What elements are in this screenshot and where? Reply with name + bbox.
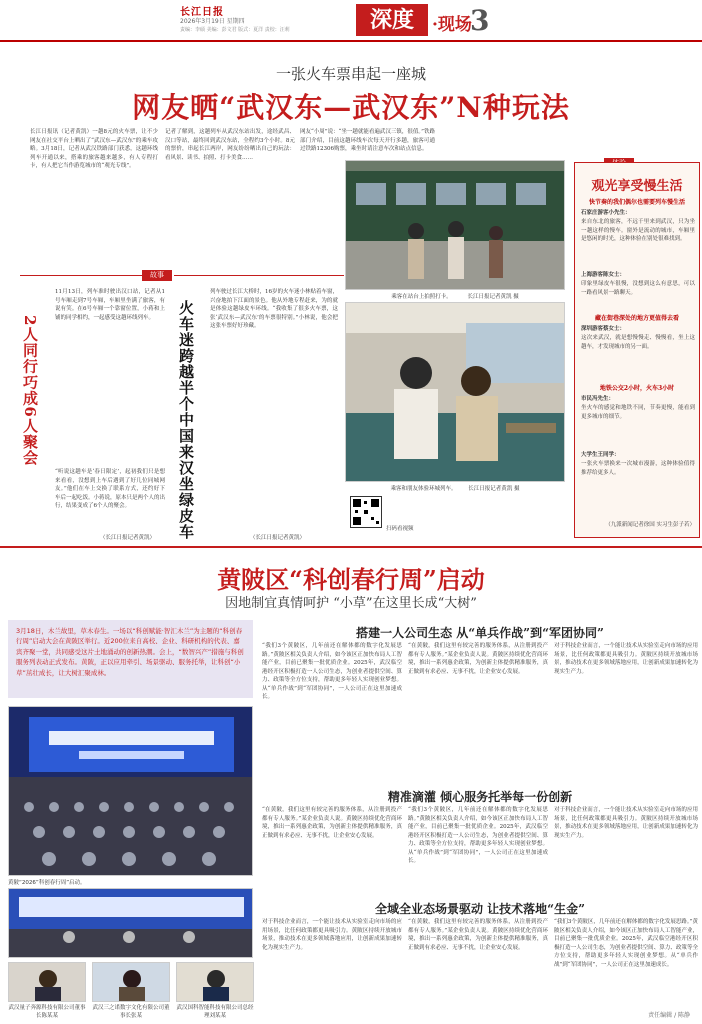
photo2-caption-row [345, 484, 565, 492]
sidebar-subhead-2: 藏在街巷深处的地方更值得去看 [594, 315, 679, 322]
page-number: 3 [470, 4, 490, 37]
story-body-2: “听说这趟车是‘春日限定’，起初我们只是想来看看，没想到上车后遇到了好几位同城网友。”他们在车上交换了联系方式，还约好下车后一起吃饭。小蒋说，原本只是两个人的出行，结果变成了6个人的聚会。 [55, 469, 165, 510]
section-1-body-b: “在黄陂，我们这里有较完善的服务体系，从注册到投产都有专人服务。”某企业负责人说。黄陂区持续优化营商环境，推出一系列惠企政策，为创新主体提供精准服务，真正做到有求必应、无事不扰，让企业安心发展。 [408, 643, 548, 675]
tag-rule-left [20, 275, 150, 276]
section-2-body-b: “我们3个黄陂区，几年前还在解体都的数字化发展思路。”黄陂区相关负责人介绍，如今该区正加快布局人工智能产业，目前已聚集一批优质企业。2025年，武汉临空港经开区积极打造一人公司生态，为创业者提供空间、算力、政策等全方位支持，帮助更多年轻人实现创业梦想。从“单兵作战”到“军团协同”，一人公司正在这里加速成长。 [408, 807, 548, 865]
lede-column-2: 记者了解到，这趟列车从武汉东站出发，途经武昌、汉口等站，最终回到武汉东站，全程约3个小时。8元的票价，串起长江两岸，网友纷纷晒出自己的玩法：看风景、读书、拍照、打卡美食…… [165, 129, 295, 161]
section-3-body-b: “在黄陂，我们这里有较完善的服务体系，从注册到投产都有专人服务。”某企业负责人说。黄陂区持续优化营商环境，推出一系列惠企政策，为创新主体提供精准服务，真正做到有求必应、无事不扰，让企业安心发展。 [408, 919, 548, 951]
sidebar-body-5: 一张火车票换来一次城市漫游，这种体验值得推荐给更多人。 [581, 461, 695, 476]
sidebar-speaker-2: 上海游客陈女士： [581, 272, 626, 278]
portrait-3-caption: 武汉国科智能科技有限公司总经理刘某某 [176, 1005, 254, 1019]
sidebar-subhead-1: 快节奏的我们偶尔也需要列车慢生活 [588, 199, 685, 206]
masthead [0, 0, 702, 42]
qr-code[interactable] [350, 496, 382, 528]
sidebar-speaker-3: 深圳游客蔡女士： [581, 326, 626, 332]
platform-photo-image [346, 161, 565, 290]
section-1-body-c: 对于科技企业而言，一个能让技术从实验室走向市场的应用场景，比任何政策都更具吸引力。黄陂区持续开放城市场景，推动技术在更多领域落地应用，让创新成果加速转化为现实生产力。 [554, 643, 698, 675]
portrait-1-image [9, 963, 86, 1002]
vertical-title-trainfan: 火车迷跨越半个中国来汉坐绿皮车 [177, 300, 195, 540]
portrait-2-image [93, 963, 170, 1002]
photo-platform [345, 160, 565, 290]
section-2-body-a: “在黄陂，我们这里有较完善的服务体系，从注册到投产都有专人服务。”某企业负责人说。黄陂区持续优化营商环境，推出一系列惠企政策，为创新主体提供精准服务，真正做到有求必应、无事不扰，让企业安心发展。 [262, 807, 402, 839]
sidebar-body-1: 来自东北的旅客，不远千里来到武汉，只为坐一趟这样的慢车。窗外是流动的城市，车厢里是悠闲的时光，这种体验在别处很难找到。 [581, 219, 695, 243]
qr-label: 扫码看视频 [386, 526, 414, 532]
launch-event-image [9, 707, 253, 876]
sidebar-speaker-1: 石家庄游客小先生： [581, 210, 631, 216]
qr-code-icon [351, 497, 381, 527]
sidebar-panel [574, 162, 700, 538]
carriage-photo-image [346, 303, 565, 482]
launch-stage-image [9, 889, 253, 958]
paper-name: 长江日报 [180, 7, 224, 18]
portrait-2 [92, 962, 170, 1002]
issue-date: 2026年3月19日 星期四 [180, 18, 245, 25]
launch-photo-caption: 黄陂“2026”科创春行周”启动。 [8, 880, 86, 886]
photo2-caption: 乘客和朋友体验环城列车。 [390, 486, 457, 492]
lede-column-3: 网友“小周”说：“坐一趟就能看遍武汉三镇，很值。”铁路部门介绍，目前这趟环线车次每天开行多趟，旅客可通过铁路12306购票，乘坐时请注意车次和站点信息。 [300, 129, 435, 153]
section-3-body-a: 对于科技企业而言，一个能让技术从实验室走向市场的应用场景，比任何政策都更具吸引力。黄陂区持续开放城市场景，推动技术在更多领域落地应用，让创新成果加速转化为现实生产力。 [262, 919, 402, 951]
sidebar-credit: （九派新闻记者徐国 实习生彭子若） [605, 522, 695, 528]
sidebar-subhead-3: 地铁公交2小时，火车3小时 [599, 385, 675, 392]
editor-credits: 责编：李硕 美编：彭文君 版式：夏洋 责校：汪莉 [180, 27, 290, 33]
tag-rule-right [174, 275, 344, 276]
portrait-3-image [177, 963, 254, 1002]
sidebar-body-3: 这次来武汉，就是想慢慢走、慢慢看，坐上这趟车，才发现城市的另一面。 [581, 335, 695, 350]
photo1-caption-row [345, 292, 565, 300]
story-tag: 故事 [142, 270, 172, 281]
portrait-1-caption: 武汉量子奔源科技有限公司董事长陈某某 [8, 1005, 86, 1019]
photo1-caption: 乘客在站台上拍照打卡。 [391, 294, 452, 300]
sidebar-body-2: 印象里绿皮车很慢，没想到这么有意思，可以一路看风景一路聊天。 [581, 281, 695, 296]
story-divider [0, 546, 702, 548]
sidebar-body-4: 坐火车的感觉和地铁不同，节奏更慢，能看到更多城市的细节。 [581, 405, 695, 420]
story2-subhead: 因地制宜真情呵护 “小草”在这里长成“大树” [225, 596, 477, 611]
section-3-body-c: “我们3个黄陂区，几年前还在解体都的数字化发展思路。”黄陂区相关负责人介绍，如今该区正加快布局人工智能产业，目前已聚集一批优质企业。2025年，武汉临空港经开区积极打造一人公司生态，为创业者提供空间、算力、政策等全方位支持，帮助更多年轻人实现创业梦想。从“单兵作战”到“军团协同”，一人公司正在这里加速成长。 [554, 919, 698, 968]
story-body-1: 11月13日，列车准时驶出汉口站，记者从1号车厢走到7号车厢，车厢里坐满了旅客，有说有笑。在6号车厢一个靠窗位置，小蒋和上铺的同学相约，一起感受这趟环线列车。 [55, 289, 165, 321]
vertical-title-gathering: 2人同行巧成6人聚会 [21, 315, 39, 466]
portrait-1 [8, 962, 86, 1002]
section-1-heading: 搭建一人公司生态 从“单兵作战”到“军团协同” [356, 626, 604, 640]
sidebar-speaker-4: 市民冯先生： [581, 396, 615, 402]
subsection-label: ·现场 [432, 15, 472, 35]
section-2-heading: 精准滴灌 倾心服务托举每一份创新 [387, 790, 573, 804]
page-footer-editor: 责任编辑 / 陈静 [648, 1012, 690, 1019]
section-label: 深度 [356, 4, 428, 36]
photo-launch-stage [8, 888, 253, 958]
story-headline: 网友晒“武汉东—武汉东”N种玩法 [132, 91, 570, 124]
portrait-2-caption: 武汉三之诺数字文化有限公司董事长张某 [92, 1005, 170, 1019]
story2-headline: 黄陂区“科创春行周”启动 [217, 565, 485, 594]
sidebar-title: 观光享受慢生活 [591, 179, 683, 194]
story2-lede: 3月18日，木兰故里，草木春生。一场以“科创赋能·智汇木兰”为主题的“科创春行周”启动大会在黄陂区举行。近200位来自高校、企业、科研机构的代表、嘉宾齐聚一堂，共同感受这片土地涌动的创新热潮。会上，“数智兴产”措施与科创服务列表动正式发布。黄陂，正以应用牵引、场景驱动、服务托举，让科创“小草”茁壮成长，让大树汇聚成林。 [8, 620, 253, 698]
story-author-2: （长江日报记者黄凯） [250, 535, 306, 541]
story-author-1: （长江日报记者黄凯） [100, 535, 156, 541]
sidebar-speaker-5: 大学生王同学： [581, 452, 620, 458]
portrait-3 [176, 962, 254, 1002]
section-3-heading: 全域全业态场景驱动 让技术落地“生金” [375, 902, 585, 916]
photo1-credit: 长江日报记者黄凯 摄 [467, 294, 519, 300]
section-1-body-a: “我们3个黄陂区，几年前还在解体都的数字化发展思路。”黄陂区相关负责人介绍，如今该区正加快布局人工智能产业，目前已聚集一批优质企业。2025年，武汉临空港经开区积极打造一人公司生态，为创业者提供空间、算力、政策等全方位支持，帮助更多年轻人实现创业梦想。从“单兵作战”到“军团协同”，一人公司正在这里加速成长。 [262, 643, 402, 701]
section-2-body-c: 对于科技企业而言，一个能让技术从实验室走向市场的应用场景，比任何政策都更具吸引力。黄陂区持续开放城市场景，推动技术在更多领域落地应用，让创新成果加速转化为现实生产力。 [554, 807, 698, 839]
lede-column-1: 长江日报讯（记者黄凯）一趟8元的火车票，让不少网友在社交平台上晒出了“武汉东—武汉东”的乘车攻略。3月18日，记者从武汉铁路部门获悉，这趟环线列车开通以来，搭乘的旅客越来越多，有人专程打卡，有人把它当作游览城市的“观光专线”。 [30, 129, 158, 170]
story-body-3: 列车驶过长江大桥时，16岁的火车迷小林贴着车窗，兴奋地拍下江面的景色。他从外地专程赶来，为的就是体验这趟绿皮车环线。“我收集了很多火车票，这张‘武汉东—武汉东’的车票很特别。”小林说，他会把这张车票好好珍藏。 [210, 289, 338, 330]
photo-carriage [345, 302, 565, 482]
photo2-credit: 长江日报记者黄凯 摄 [468, 486, 520, 492]
story-kicker: 一张火车票串起一座城 [275, 65, 426, 83]
photo-launch-event [8, 706, 253, 876]
